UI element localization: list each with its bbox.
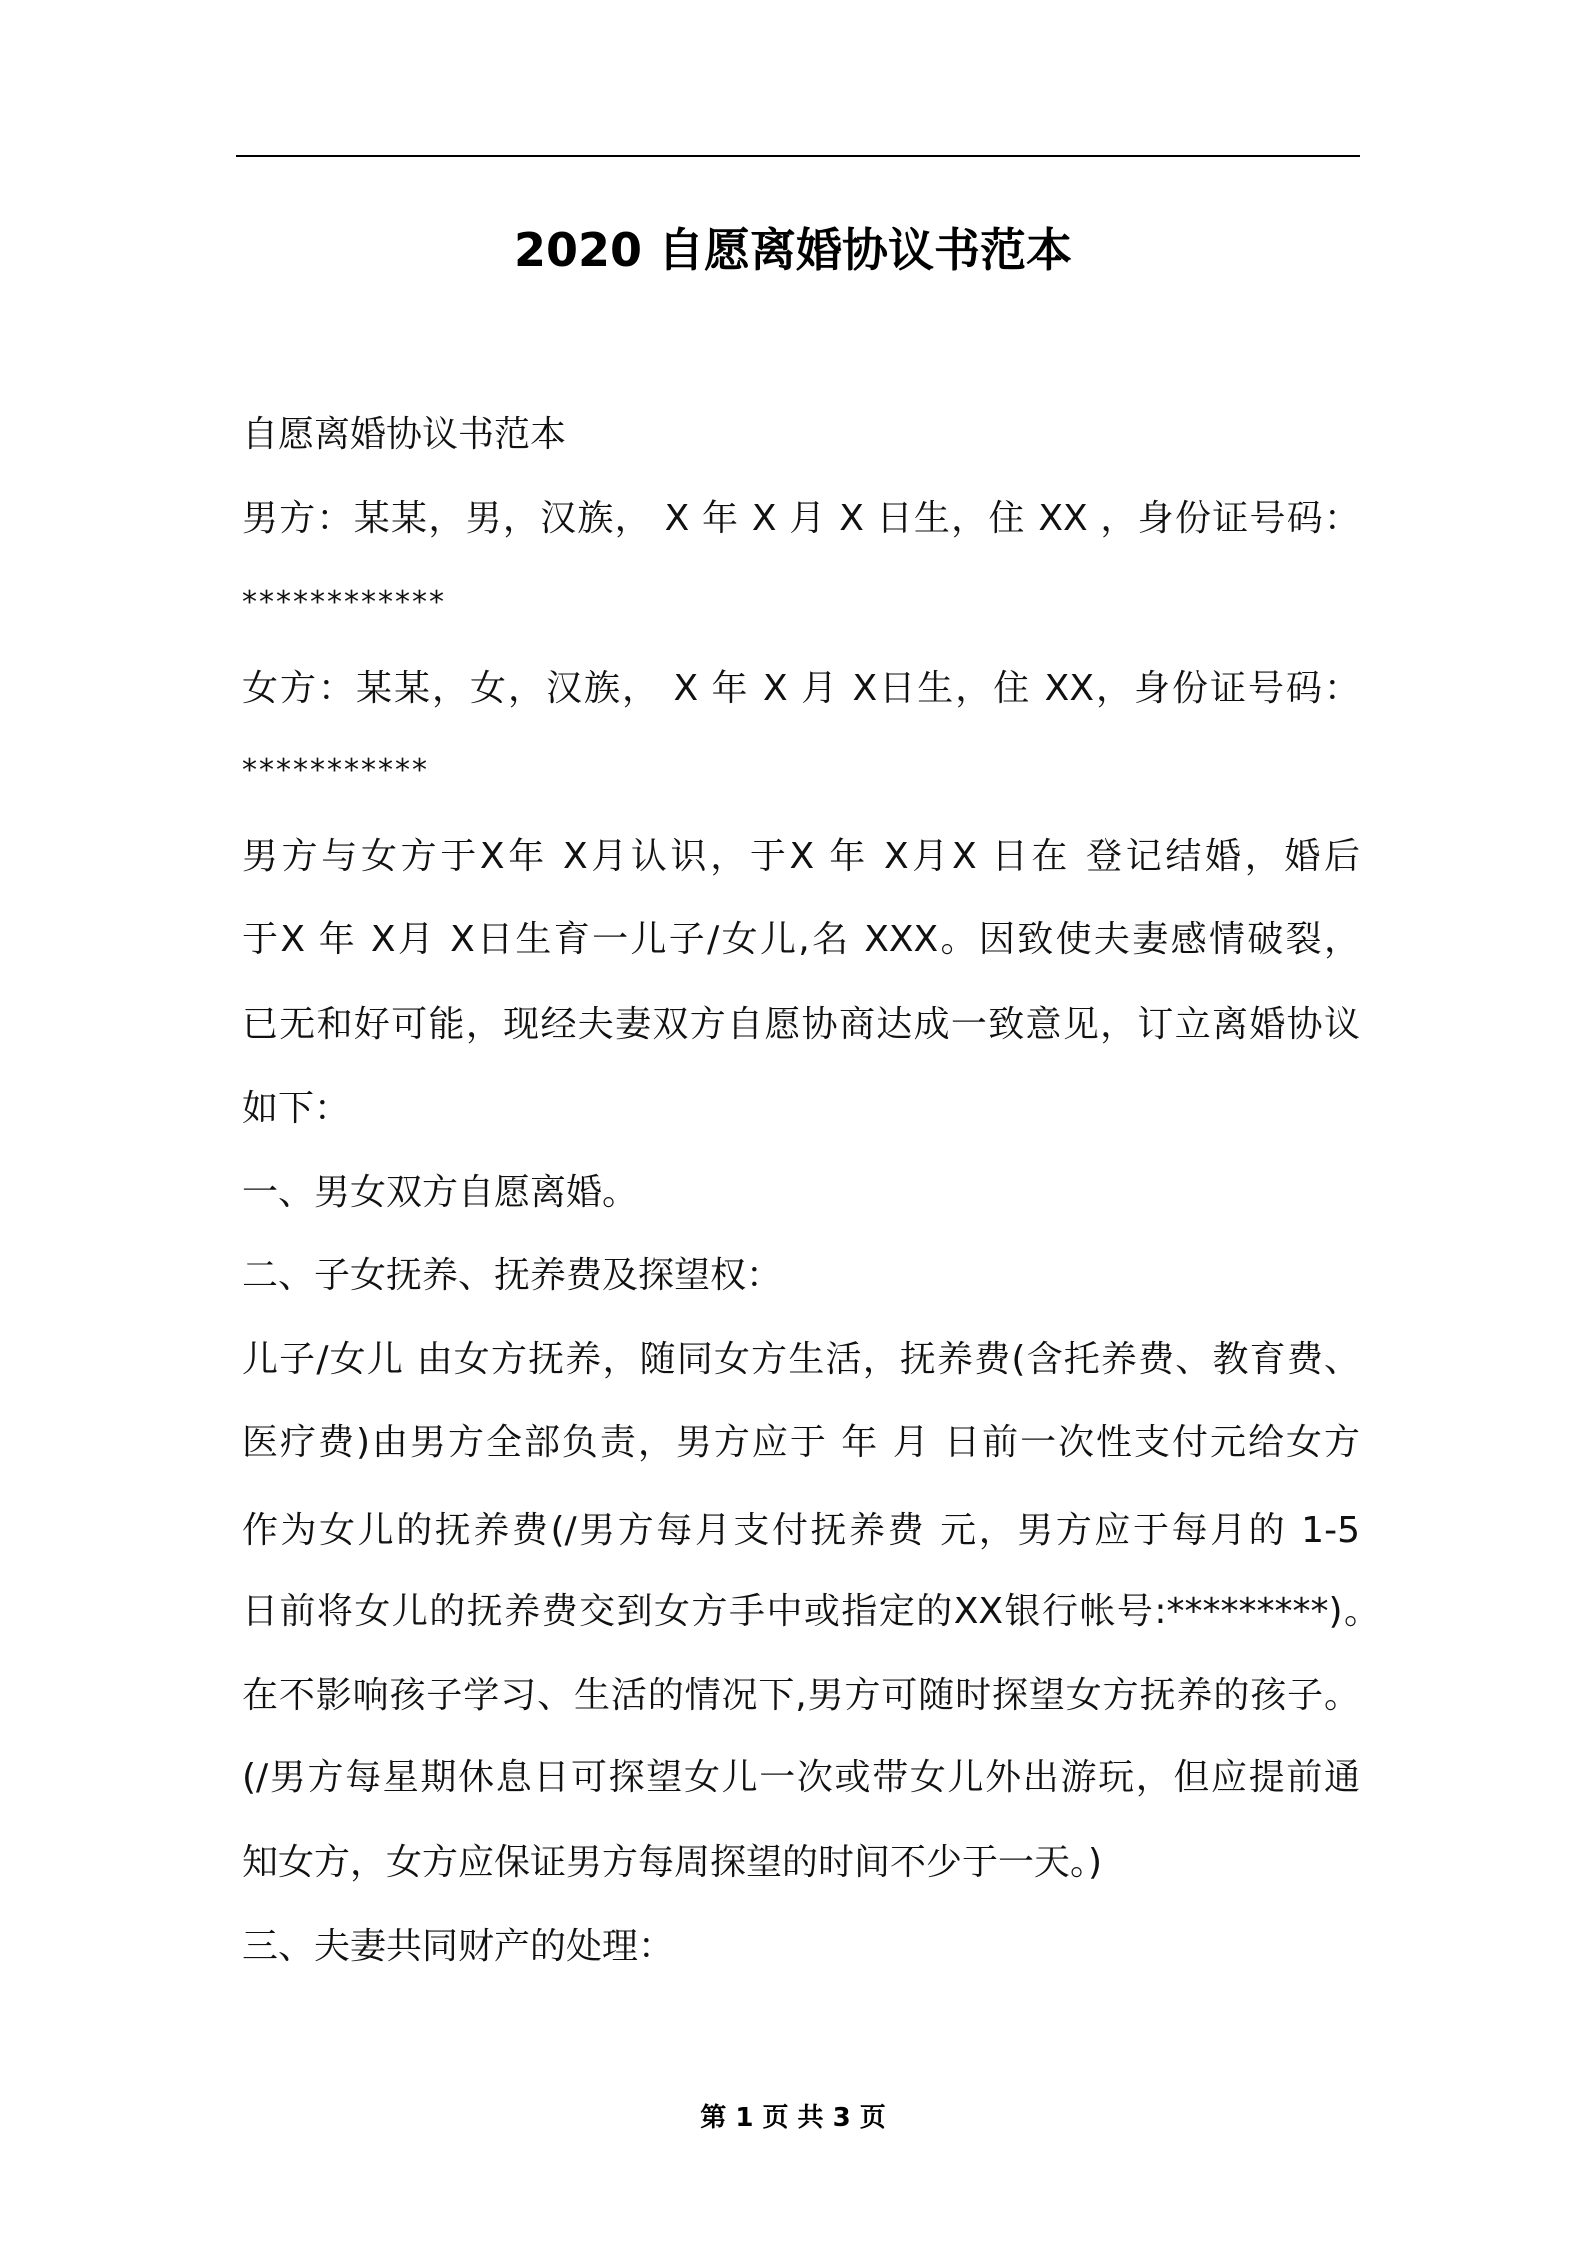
body-line: 于X 年 X月 X日生育一儿子/女儿,名 XXX。因致使夫妻感情破裂， bbox=[242, 919, 1360, 960]
document-title: 2020 自愿离婚协议书范本 bbox=[513, 223, 1073, 277]
body-line: 日前将女儿的抚养费交到女方手中或指定的XX银行帐号:*********)。 bbox=[242, 1591, 1380, 1632]
body-line: 已无和好可能，现经夫妻双方自愿协商达成一致意见，订立离婚协议 bbox=[242, 1004, 1360, 1045]
body-line-female-id-number: *********** bbox=[242, 753, 429, 788]
body-line-female-party: 女方：某某，女，汉族， X 年 X 月 X日生，住 XX，身份证号码： bbox=[242, 668, 1360, 709]
section-heading-3: 三、夫妻共同财产的处理： bbox=[242, 1926, 675, 1967]
section-heading-1: 一、男女双方自愿离婚。 bbox=[242, 1172, 639, 1213]
body-line-subtitle: 自愿离婚协议书范本 bbox=[242, 414, 567, 455]
body-line: 男方与女方于X年 X月认识，于X 年 X月X 日在 登记结婚，婚后 bbox=[242, 836, 1360, 877]
body-line: 儿子/女儿 由女方抚养，随同女方生活，抚养费(含托养费、教育费、 bbox=[242, 1339, 1360, 1380]
body-line-male-id-number: ************ bbox=[242, 585, 446, 620]
body-line: 医疗费)由男方全部负责，男方应于 年 月 日前一次性支付元给女方 bbox=[242, 1422, 1360, 1463]
body-line: (/男方每星期休息日可探望女儿一次或带女儿外出游玩，但应提前通 bbox=[242, 1757, 1360, 1798]
header-rule bbox=[236, 155, 1360, 157]
body-line: 作为女儿的抚养费(/男方每月支付抚养费 元，男方应于每月的 1-5 bbox=[242, 1510, 1360, 1551]
page-number-footer: 第 1 页 共 3 页 bbox=[700, 2103, 886, 2133]
body-line: 在不影响孩子学习、生活的情况下,男方可随时探望女方抚养的孩子。 bbox=[242, 1675, 1360, 1716]
body-line: 如下： bbox=[242, 1088, 351, 1129]
section-heading-2: 二、子女抚养、抚养费及探望权： bbox=[242, 1255, 783, 1296]
body-line: 知女方，女方应保证男方每周探望的时间不少于一天。) bbox=[242, 1842, 1103, 1883]
body-line-male-party: 男方：某某，男，汉族， X 年 X 月 X 日生，住 XX ，身份证号码： bbox=[242, 498, 1360, 539]
